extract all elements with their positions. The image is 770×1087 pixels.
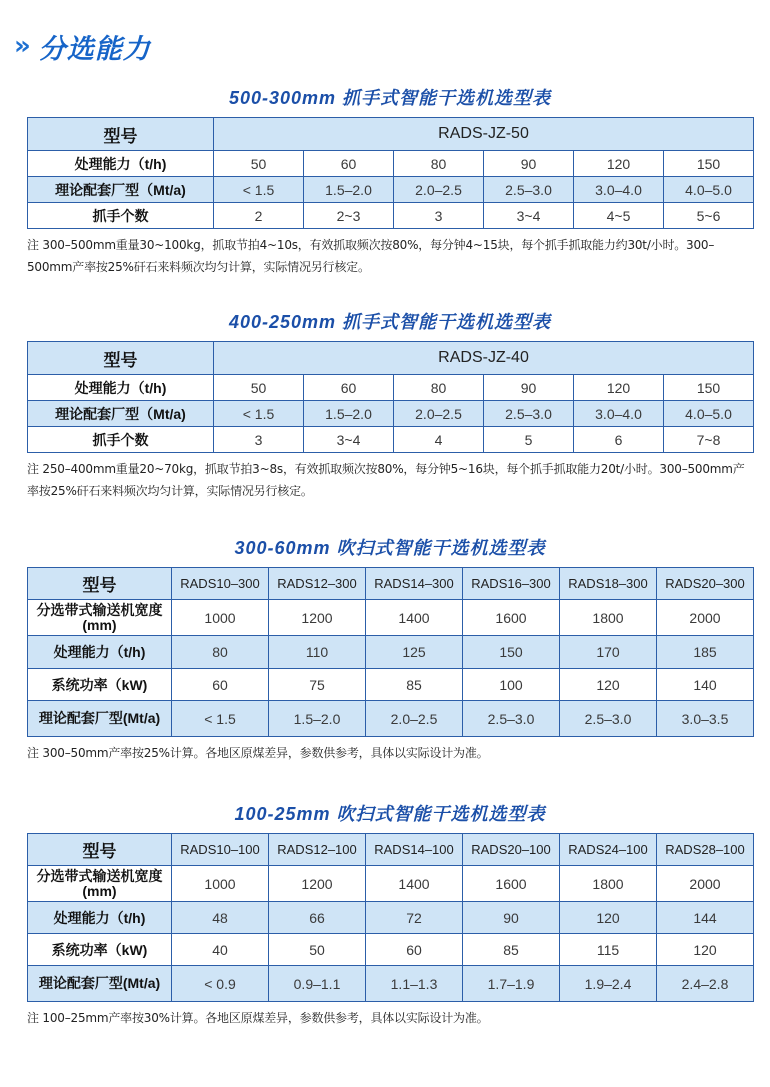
row-label: 理论配套厂型(Mt/a) xyxy=(28,701,172,737)
table-cell: 50 xyxy=(269,934,366,966)
table-row xyxy=(28,568,754,600)
table-cell: 144 xyxy=(657,902,754,934)
table-cell: 80 xyxy=(172,636,269,669)
table-cell: 5 xyxy=(484,427,574,453)
table-cell: 75 xyxy=(269,669,366,701)
table-cell: 72 xyxy=(366,902,463,934)
table-cell: 1.5–2.0 xyxy=(269,701,366,737)
table-row xyxy=(28,177,754,203)
table-note: 注 100–25mm产率按30%计算。各地区原煤差异，参数供参考，具体以实际设计为准。 xyxy=(27,1011,489,1025)
table-cell: 48 xyxy=(172,902,269,934)
model-name: RADS12–100 xyxy=(269,834,366,866)
model-label: 型号 xyxy=(28,342,214,375)
table-cell: 1.7–1.9 xyxy=(463,966,560,1002)
table-cell: 140 xyxy=(657,669,754,701)
table-cell: 115 xyxy=(560,934,657,966)
table-cell: 150 xyxy=(664,151,754,177)
table-cell: 2.5–3.0 xyxy=(484,177,574,203)
table-row xyxy=(28,600,754,636)
page-title: 分选能力 xyxy=(38,33,151,64)
table-cell: 0.9–1.1 xyxy=(269,966,366,1002)
table-cell: 60 xyxy=(304,151,394,177)
row-label: 处理能力（t/h) xyxy=(28,902,172,934)
table-cell: 1600 xyxy=(463,600,560,636)
table-cell: 2.4–2.8 xyxy=(657,966,754,1002)
table-cell: 3~4 xyxy=(484,203,574,229)
table-cell: 6 xyxy=(574,427,664,453)
table-row xyxy=(28,669,754,701)
table-cell: 90 xyxy=(463,902,560,934)
model-name: RADS-JZ-50 xyxy=(214,118,754,151)
row-label: 理论配套厂型（Mt/a) xyxy=(28,401,214,427)
table-cell: 120 xyxy=(574,375,664,401)
table-row xyxy=(28,342,754,375)
table-cell: 1800 xyxy=(560,600,657,636)
table-cell: 50 xyxy=(214,375,304,401)
table-cell: 150 xyxy=(463,636,560,669)
table-cell: 80 xyxy=(394,375,484,401)
model-name: RADS14–100 xyxy=(366,834,463,866)
table-cell: 40 xyxy=(172,934,269,966)
table-cell: 5~6 xyxy=(664,203,754,229)
table-cell: 1200 xyxy=(269,600,366,636)
table-cell: 2.5–3.0 xyxy=(484,401,574,427)
table-row xyxy=(28,866,754,902)
row-label: 分选带式输送机宽度(mm) xyxy=(28,600,172,636)
table-cell: 2~3 xyxy=(304,203,394,229)
table-row xyxy=(28,151,754,177)
table-cell: 60 xyxy=(366,934,463,966)
table-cell: 7~8 xyxy=(664,427,754,453)
table-cell: 2000 xyxy=(657,866,754,902)
table-cell: 2 xyxy=(214,203,304,229)
table-cell: 80 xyxy=(394,151,484,177)
table-cell: 120 xyxy=(657,934,754,966)
row-label: 理论配套厂型（Mt/a) xyxy=(28,177,214,203)
table-cell: < 1.5 xyxy=(214,177,304,203)
table-cell: 120 xyxy=(560,669,657,701)
table-cell: 2.0–2.5 xyxy=(366,701,463,737)
table-cell: 3.0–4.0 xyxy=(574,177,664,203)
model-label: 型号 xyxy=(28,118,214,151)
table-cell: 66 xyxy=(269,902,366,934)
table-cell: 1.5–2.0 xyxy=(304,401,394,427)
table-cell: 120 xyxy=(574,151,664,177)
table-row xyxy=(28,375,754,401)
table-cell: 85 xyxy=(463,934,560,966)
table-cell: 1400 xyxy=(366,600,463,636)
section-blow-100-25 xyxy=(27,802,753,1029)
section-grab-400-250 xyxy=(27,310,753,502)
row-label: 处理能力（t/h) xyxy=(28,375,214,401)
table-cell: 1.1–1.3 xyxy=(366,966,463,1002)
table-cell: 120 xyxy=(560,902,657,934)
spec-table xyxy=(27,567,754,737)
table-cell: 110 xyxy=(269,636,366,669)
table-cell: 3~4 xyxy=(304,427,394,453)
model-label: 型号 xyxy=(28,834,172,866)
table-cell: 3.0–4.0 xyxy=(574,401,664,427)
row-label: 系统功率（kW) xyxy=(28,934,172,966)
model-name: RADS16–300 xyxy=(463,568,560,600)
model-name: RADS20–300 xyxy=(657,568,754,600)
table-note: 注 250–400mm重量20~70kg，抓取节拍3~8s，有效抓取频次按80%，每分钟5~16块，每个抓手抓取能力20t/小时。300–500mm产率按25%矸石来料频次均匀计算，实际情况另行核定。 xyxy=(27,462,745,498)
section-title: 500-300mm 抓手式智能干选机选型表 xyxy=(228,88,552,108)
section-title: 300-60mm 吹扫式智能干选机选型表 xyxy=(234,538,546,558)
table-row xyxy=(28,203,754,229)
table-cell: 170 xyxy=(560,636,657,669)
table-row xyxy=(28,701,754,737)
table-cell: 4 xyxy=(394,427,484,453)
table-cell: 4.0–5.0 xyxy=(664,177,754,203)
spec-table xyxy=(27,341,754,453)
table-cell: 3 xyxy=(394,203,484,229)
model-name: RADS14–300 xyxy=(366,568,463,600)
table-row xyxy=(28,934,754,966)
table-cell: 1200 xyxy=(269,866,366,902)
table-row xyxy=(28,834,754,866)
model-name: RADS28–100 xyxy=(657,834,754,866)
table-cell: 60 xyxy=(172,669,269,701)
table-cell: 1400 xyxy=(366,866,463,902)
section-title: 100-25mm 吹扫式智能干选机选型表 xyxy=(234,804,546,824)
table-cell: 3 xyxy=(214,427,304,453)
table-cell: 2.5–3.0 xyxy=(560,701,657,737)
model-name: RADS12–300 xyxy=(269,568,366,600)
table-cell: 125 xyxy=(366,636,463,669)
table-cell: 2000 xyxy=(657,600,754,636)
table-cell: 2.0–2.5 xyxy=(394,401,484,427)
table-cell: 4.0–5.0 xyxy=(664,401,754,427)
table-cell: < 1.5 xyxy=(172,701,269,737)
table-row xyxy=(28,902,754,934)
section-blow-300-60 xyxy=(27,536,753,764)
table-cell: 1600 xyxy=(463,866,560,902)
row-label: 系统功率（kW) xyxy=(28,669,172,701)
table-cell: 1000 xyxy=(172,600,269,636)
table-cell: 185 xyxy=(657,636,754,669)
table-cell: 1000 xyxy=(172,866,269,902)
section-title: 400-250mm 抓手式智能干选机选型表 xyxy=(228,312,552,332)
table-row xyxy=(28,427,754,453)
table-cell: 3.0–3.5 xyxy=(657,701,754,737)
spec-table xyxy=(27,833,754,1002)
table-cell: < 0.9 xyxy=(172,966,269,1002)
table-row xyxy=(28,636,754,669)
table-cell: 60 xyxy=(304,375,394,401)
table-cell: 1.9–2.4 xyxy=(560,966,657,1002)
table-cell: 90 xyxy=(484,375,574,401)
row-label: 分选带式输送机宽度(mm) xyxy=(28,866,172,902)
table-cell: 2.5–3.0 xyxy=(463,701,560,737)
section-grab-500-300 xyxy=(27,86,753,278)
table-cell: < 1.5 xyxy=(214,401,304,427)
table-row xyxy=(28,118,754,151)
model-name: RADS10–300 xyxy=(172,568,269,600)
double-chevron-icon: » xyxy=(14,31,25,61)
model-name: RADS-JZ-40 xyxy=(214,342,754,375)
table-cell: 1.5–2.0 xyxy=(304,177,394,203)
table-cell: 150 xyxy=(664,375,754,401)
model-name: RADS20–100 xyxy=(463,834,560,866)
table-cell: 2.0–2.5 xyxy=(394,177,484,203)
spec-table xyxy=(27,117,754,229)
model-name: RADS24–100 xyxy=(560,834,657,866)
table-cell: 90 xyxy=(484,151,574,177)
row-label: 处理能力（t/h) xyxy=(28,151,214,177)
table-cell: 85 xyxy=(366,669,463,701)
row-label: 抓手个数 xyxy=(28,427,214,453)
table-row xyxy=(28,966,754,1002)
row-label: 抓手个数 xyxy=(28,203,214,229)
table-cell: 1800 xyxy=(560,866,657,902)
table-cell: 50 xyxy=(214,151,304,177)
model-name: RADS18–300 xyxy=(560,568,657,600)
table-cell: 4~5 xyxy=(574,203,664,229)
page-header xyxy=(14,26,151,66)
table-note: 注 300–50mm产率按25%计算。各地区原煤差异，参数供参考，具体以实际设计为准。 xyxy=(27,746,489,760)
model-name: RADS10–100 xyxy=(172,834,269,866)
row-label: 理论配套厂型(Mt/a) xyxy=(28,966,172,1002)
row-label: 处理能力（t/h) xyxy=(28,636,172,669)
table-cell: 100 xyxy=(463,669,560,701)
model-label: 型号 xyxy=(28,568,172,600)
table-row xyxy=(28,401,754,427)
table-note: 注 300–500mm重量30~100kg，抓取节拍4~10s，有效抓取频次按80%，每分钟4~15块，每个抓手抓取能力约30t/小时。300–500mm产率按25%矸石来料频次均匀计算，实际情况另行核定。 xyxy=(27,238,715,274)
